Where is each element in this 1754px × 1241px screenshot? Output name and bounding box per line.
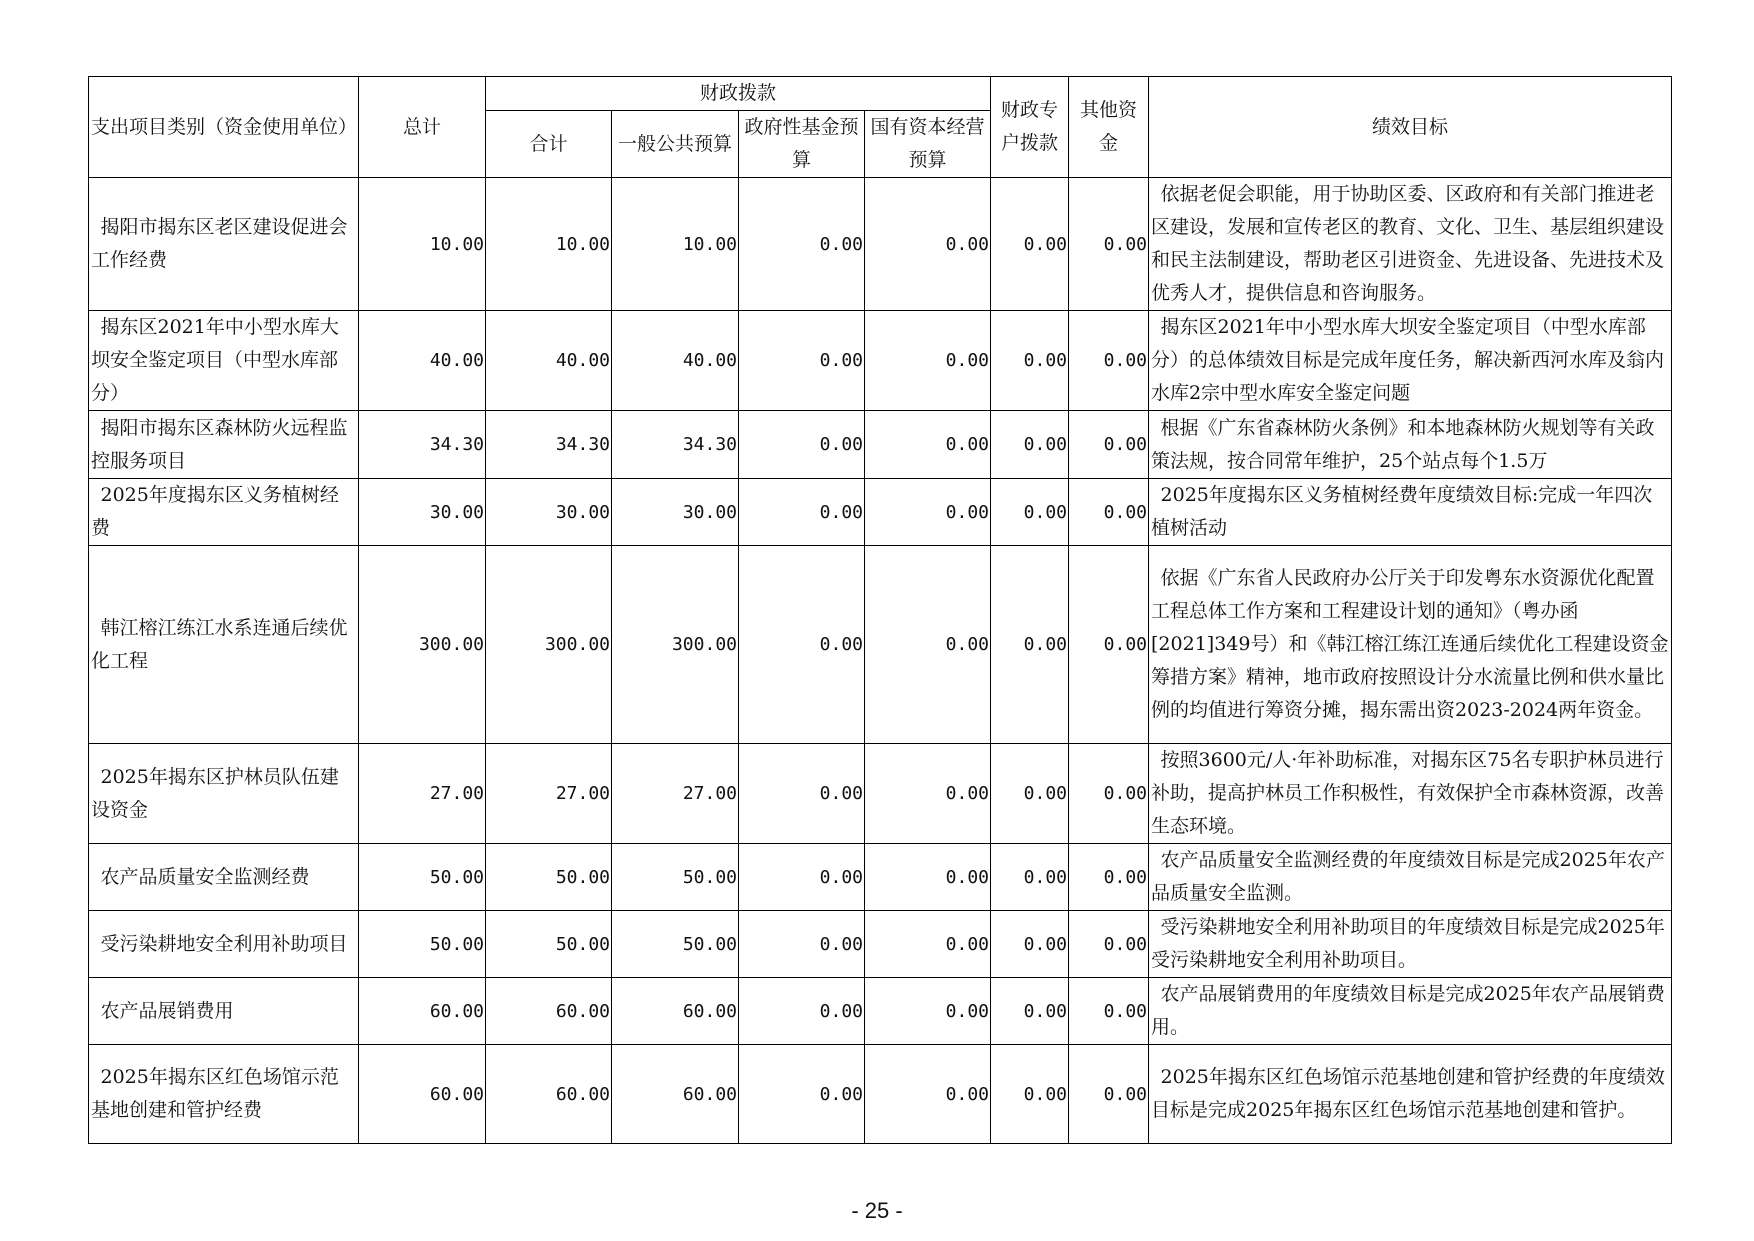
header-total: 总计	[359, 77, 486, 178]
cell-gov-fund: 0.00	[739, 411, 865, 479]
cell-total: 50.00	[359, 844, 486, 911]
cell-general: 50.00	[612, 844, 739, 911]
header-subtotal: 合计	[486, 111, 612, 178]
cell-goal: 依据老促会职能，用于协助区委、区政府和有关部门推进老区建设，发展和宣传老区的教育、文化、卫生、基层组织建设和民主法制建设，帮助老区引进资金、先进设备、先进技术及优秀人才，提供信息和咨询服务。	[1149, 178, 1672, 311]
cell-other: 0.00	[1069, 411, 1149, 479]
cell-other: 0.00	[1069, 546, 1149, 744]
cell-subtotal: 40.00	[486, 311, 612, 411]
cell-special: 0.00	[991, 311, 1069, 411]
cell-subtotal: 30.00	[486, 479, 612, 546]
cell-general: 300.00	[612, 546, 739, 744]
cell-total: 34.30	[359, 411, 486, 479]
cell-other: 0.00	[1069, 911, 1149, 978]
header-other: 其他资金	[1069, 77, 1149, 178]
cell-state-capital: 0.00	[865, 178, 991, 311]
cell-name: 农产品展销费用	[89, 978, 359, 1045]
table-row	[89, 1045, 1672, 1144]
cell-state-capital: 0.00	[865, 546, 991, 744]
cell-goal: 农产品展销费用的年度绩效目标是完成2025年农产品展销费用。	[1149, 978, 1672, 1045]
cell-other: 0.00	[1069, 479, 1149, 546]
cell-name: 揭阳市揭东区老区建设促进会工作经费	[89, 178, 359, 311]
cell-name: 2025年度揭东区义务植树经费	[89, 479, 359, 546]
cell-subtotal: 60.00	[486, 1045, 612, 1144]
cell-subtotal: 10.00	[486, 178, 612, 311]
cell-total: 10.00	[359, 178, 486, 311]
cell-subtotal: 50.00	[486, 844, 612, 911]
cell-gov-fund: 0.00	[739, 744, 865, 844]
cell-other: 0.00	[1069, 178, 1149, 311]
cell-goal: 根据《广东省森林防火条例》和本地森林防火规划等有关政策法规，按合同常年维护，25个站点每个1.5万	[1149, 411, 1672, 479]
header-special: 财政专户拨款	[991, 77, 1069, 178]
cell-general: 60.00	[612, 1045, 739, 1144]
cell-subtotal: 300.00	[486, 546, 612, 744]
page-number: - 25 -	[851, 1198, 903, 1223]
cell-subtotal: 34.30	[486, 411, 612, 479]
cell-goal: 揭东区2021年中小型水库大坝安全鉴定项目（中型水库部分）的总体绩效目标是完成年度任务，解决新西河水库及翁内水库2宗中型水库安全鉴定问题	[1149, 311, 1672, 411]
cell-general: 30.00	[612, 479, 739, 546]
cell-subtotal: 27.00	[486, 744, 612, 844]
cell-total: 30.00	[359, 479, 486, 546]
cell-gov-fund: 0.00	[739, 546, 865, 744]
cell-state-capital: 0.00	[865, 411, 991, 479]
cell-total: 40.00	[359, 311, 486, 411]
cell-other: 0.00	[1069, 1045, 1149, 1144]
cell-subtotal: 50.00	[486, 911, 612, 978]
cell-state-capital: 0.00	[865, 1045, 991, 1144]
cell-goal: 按照3600元/人·年补助标准，对揭东区75名专职护林员进行补助，提高护林员工作积极性，有效保护全市森林资源，改善生态环境。	[1149, 744, 1672, 844]
cell-general: 10.00	[612, 178, 739, 311]
table-row	[89, 178, 1672, 311]
cell-special: 0.00	[991, 479, 1069, 546]
cell-name: 揭东区2021年中小型水库大坝安全鉴定项目（中型水库部分）	[89, 311, 359, 411]
table-row	[89, 911, 1672, 978]
cell-name: 2025年揭东区红色场馆示范基地创建和管护经费	[89, 1045, 359, 1144]
cell-special: 0.00	[991, 178, 1069, 311]
cell-other: 0.00	[1069, 744, 1149, 844]
cell-gov-fund: 0.00	[739, 978, 865, 1045]
cell-state-capital: 0.00	[865, 479, 991, 546]
cell-goal: 2025年揭东区红色场馆示范基地创建和管护经费的年度绩效目标是完成2025年揭东区红色场馆示范基地创建和管护。	[1149, 1045, 1672, 1144]
cell-total: 50.00	[359, 911, 486, 978]
cell-name: 受污染耕地安全利用补助项目	[89, 911, 359, 978]
header-gov-fund: 政府性基金预算	[739, 111, 865, 178]
cell-special: 0.00	[991, 844, 1069, 911]
header-category: 支出项目类别（资金使用单位）	[89, 77, 359, 178]
cell-state-capital: 0.00	[865, 978, 991, 1045]
cell-gov-fund: 0.00	[739, 178, 865, 311]
cell-special: 0.00	[991, 911, 1069, 978]
cell-general: 50.00	[612, 911, 739, 978]
cell-gov-fund: 0.00	[739, 844, 865, 911]
cell-special: 0.00	[991, 411, 1069, 479]
header-goal: 绩效目标	[1149, 77, 1672, 178]
cell-state-capital: 0.00	[865, 311, 991, 411]
cell-general: 27.00	[612, 744, 739, 844]
cell-special: 0.00	[991, 1045, 1069, 1144]
table-row	[89, 311, 1672, 411]
cell-other: 0.00	[1069, 978, 1149, 1045]
cell-gov-fund: 0.00	[739, 911, 865, 978]
cell-goal: 受污染耕地安全利用补助项目的年度绩效目标是完成2025年受污染耕地安全利用补助项目。	[1149, 911, 1672, 978]
cell-goal: 2025年度揭东区义务植树经费年度绩效目标:完成一年四次植树活动	[1149, 479, 1672, 546]
table-row	[89, 844, 1672, 911]
budget-table	[88, 76, 1672, 1144]
header-general: 一般公共预算	[612, 111, 739, 178]
cell-goal: 农产品质量安全监测经费的年度绩效目标是完成2025年农产品质量安全监测。	[1149, 844, 1672, 911]
cell-special: 0.00	[991, 546, 1069, 744]
cell-general: 34.30	[612, 411, 739, 479]
cell-special: 0.00	[991, 978, 1069, 1045]
table-row	[89, 744, 1672, 844]
cell-gov-fund: 0.00	[739, 311, 865, 411]
header-fiscal: 财政拨款	[486, 77, 991, 111]
cell-other: 0.00	[1069, 844, 1149, 911]
cell-state-capital: 0.00	[865, 911, 991, 978]
cell-name: 揭阳市揭东区森林防火远程监控服务项目	[89, 411, 359, 479]
table-row	[89, 411, 1672, 479]
cell-subtotal: 60.00	[486, 978, 612, 1045]
cell-general: 60.00	[612, 978, 739, 1045]
table-row	[89, 479, 1672, 546]
cell-name: 农产品质量安全监测经费	[89, 844, 359, 911]
cell-total: 60.00	[359, 1045, 486, 1144]
cell-goal: 依据《广东省人民政府办公厅关于印发粤东水资源优化配置工程总体工作方案和工程建设计划的通知》（粤办函[2021]349号）和《韩江榕江练江连通后续优化工程建设资金筹措方案》精神，地市政府按照设计分水流量比例和供水量比例的均值进行筹资分摊，揭东需出资2023-2024两年资金。	[1149, 546, 1672, 744]
cell-total: 300.00	[359, 546, 486, 744]
table-row	[89, 978, 1672, 1045]
table-row	[89, 546, 1672, 744]
cell-name: 韩江榕江练江水系连通后续优化工程	[89, 546, 359, 744]
cell-total: 27.00	[359, 744, 486, 844]
cell-special: 0.00	[991, 744, 1069, 844]
cell-general: 40.00	[612, 311, 739, 411]
cell-other: 0.00	[1069, 311, 1149, 411]
cell-state-capital: 0.00	[865, 844, 991, 911]
header-state-capital: 国有资本经营预算	[865, 111, 991, 178]
cell-name: 2025年揭东区护林员队伍建设资金	[89, 744, 359, 844]
cell-state-capital: 0.00	[865, 744, 991, 844]
cell-gov-fund: 0.00	[739, 479, 865, 546]
cell-total: 60.00	[359, 978, 486, 1045]
cell-gov-fund: 0.00	[739, 1045, 865, 1144]
